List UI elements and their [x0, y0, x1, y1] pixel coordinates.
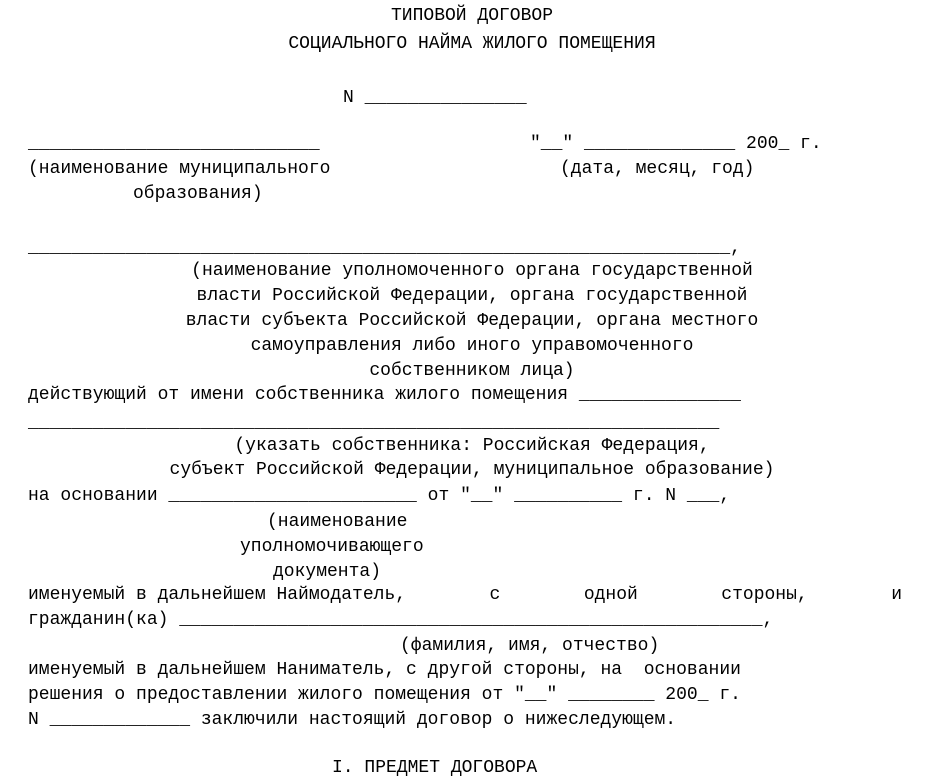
tenant-line-3: N _____________ заключили настоящий договор о нижеследующем. [28, 710, 677, 730]
contract-date-blank: "__" ______________ 200_ г. [530, 134, 822, 154]
citizen-hint: (фамилия, имя, отчество) [400, 636, 660, 656]
basis-line: на основании _______________________ от "__" __________ г. N ___, [28, 486, 731, 506]
municipality-hint-2: образования) [133, 184, 263, 204]
basis-hint-1: (наименование [267, 512, 408, 532]
authority-hint-2: власти Российской Федерации, органа государственной [196, 286, 748, 306]
section-1-title: I. ПРЕДМЕТ ДОГОВОРА [332, 758, 538, 778]
authority-blank: _________________________________________________________________, [28, 238, 741, 258]
authority-hint-3: власти субъекта Российской Федерации, органа местного [185, 311, 759, 331]
municipality-blank: ___________________________ [28, 134, 320, 154]
landlord-word: с [489, 585, 501, 605]
tenant-line-2: решения о предоставлении жилого помещения от "__" ________ 200_ г. [28, 685, 741, 705]
authority-hint-5: собственником лица) [369, 361, 575, 381]
title-line-2: СОЦИАЛЬНОГО НАЙМА ЖИЛОГО ПОМЕЩЕНИЯ [288, 34, 656, 54]
owner-hint-2: субъект Российской Федерации, муниципальное образование) [169, 460, 775, 480]
landlord-word: именуемый в дальнейшем Наймодатель, [28, 585, 407, 605]
title-line-1: ТИПОВОЙ ДОГОВОР [390, 6, 554, 26]
citizen-line: гражданин(ка) ______________________________________________________, [28, 610, 774, 630]
authority-hint-4: самоуправления либо иного управомоченного [250, 336, 694, 356]
landlord-word: одной [583, 585, 638, 605]
authority-hint-1: (наименование уполномоченного органа государственной [191, 261, 753, 281]
contract-number-line: N _______________ [343, 88, 527, 108]
owner-blank: ________________________________________________________________ [28, 413, 720, 433]
date-hint: (дата, месяц, год) [560, 159, 755, 179]
basis-hint-3: документа) [273, 562, 382, 582]
owner-acting-line: действующий от имени собственника жилого помещения _______________ [28, 385, 741, 405]
landlord-word: стороны, [721, 585, 808, 605]
landlord-line [28, 583, 902, 607]
municipality-hint-1: (наименование муниципального [28, 159, 331, 179]
landlord-word: и [891, 585, 902, 605]
owner-hint-1: (указать собственника: Российская Федерация, [234, 436, 710, 456]
tenant-line-1: именуемый в дальнейшем Наниматель, с другой стороны, на основании [28, 660, 741, 680]
basis-hint-2: уполномочивающего [240, 537, 424, 557]
